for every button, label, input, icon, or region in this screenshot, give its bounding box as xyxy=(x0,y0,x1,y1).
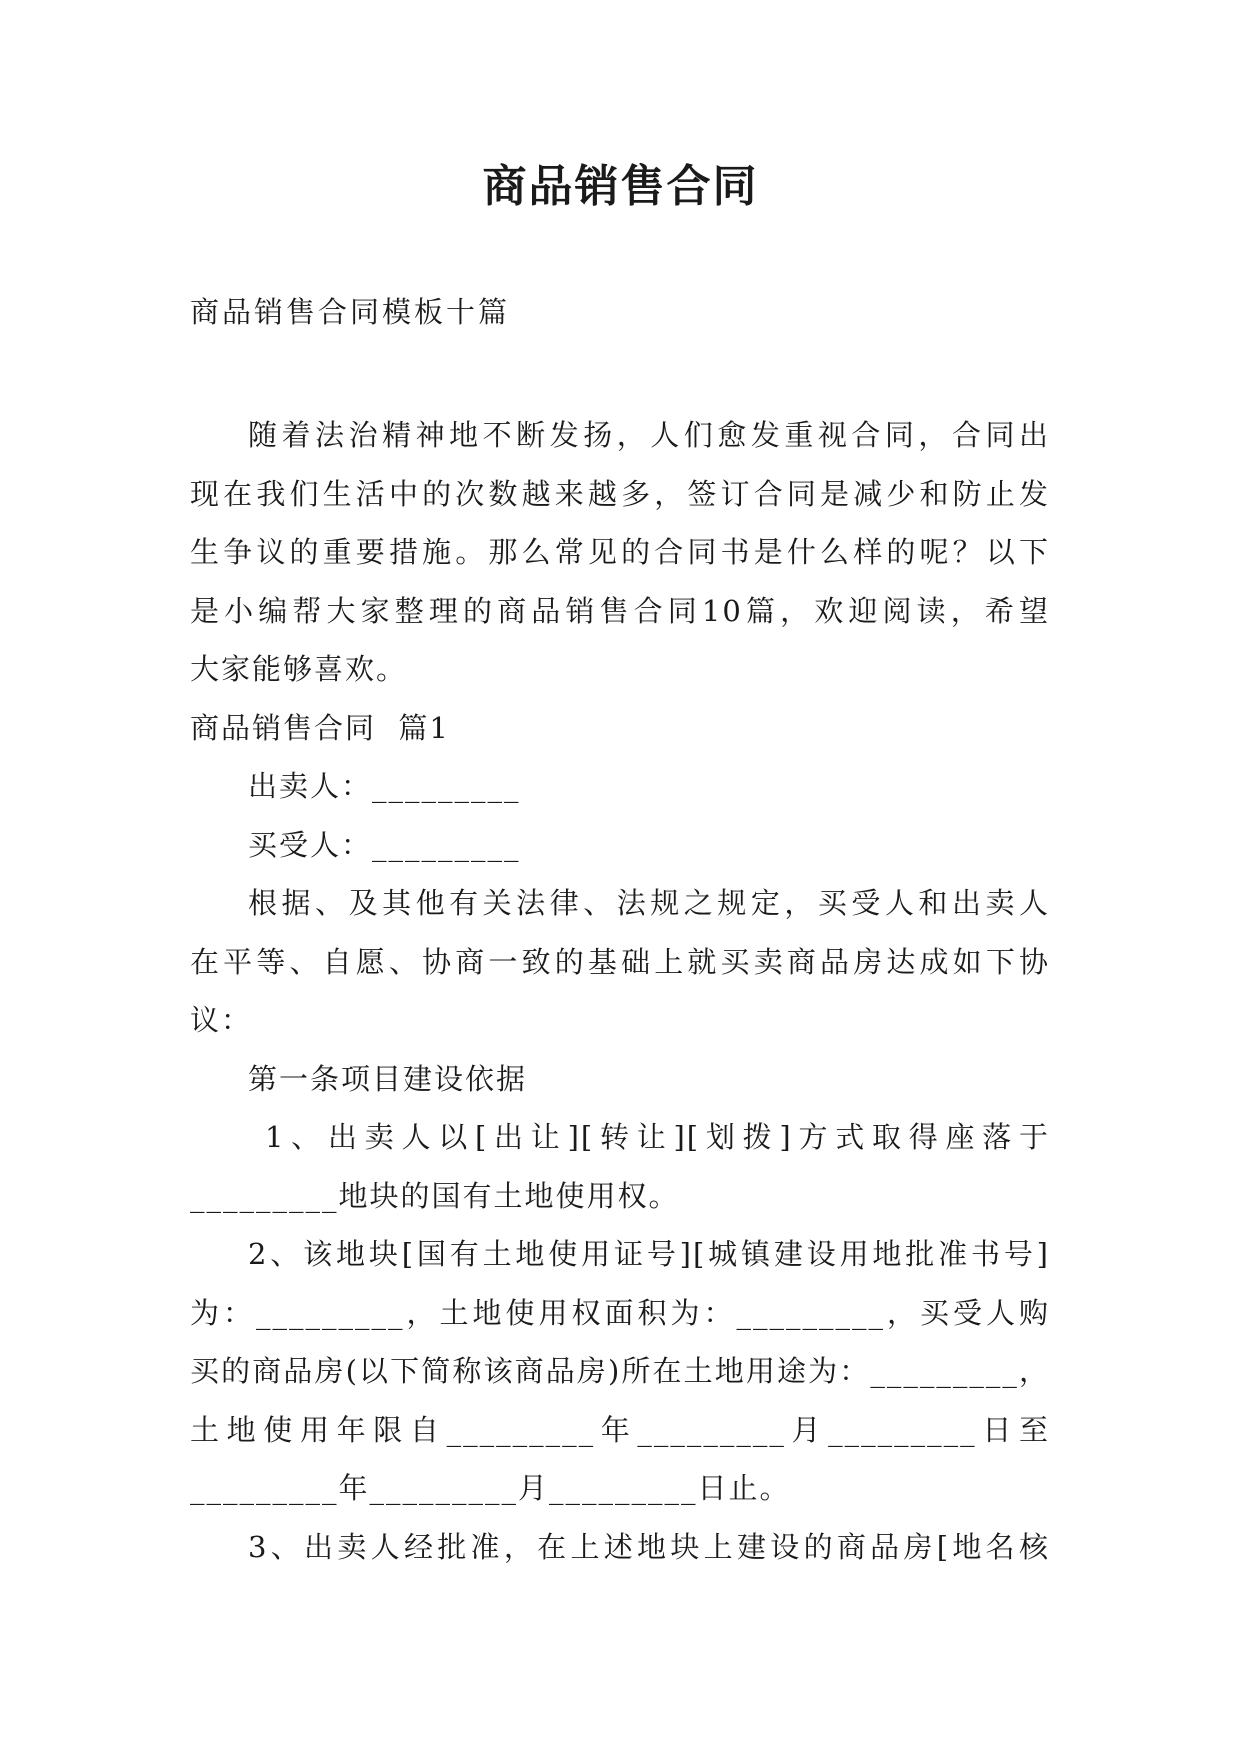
clause-2-line: 2、该地块[国有土地使用证号][城镇建设用地批准书号] xyxy=(248,1237,1050,1271)
intro-line: 大家能够喜欢。 xyxy=(190,652,408,686)
intro-line: 生争议的重要措施。那么常见的合同书是什么样的呢？以下 xyxy=(190,535,1050,569)
article-heading: 第一条项目建设依据 xyxy=(248,1061,528,1096)
clause-1-line: 1、出卖人以[出让][转让][划拨]方式取得座落于 xyxy=(248,1120,1050,1154)
basis-line: 议： xyxy=(190,1003,253,1037)
intro-line: 现在我们生活中的次数越来越多，签订合同是减少和防止发 xyxy=(190,476,1050,511)
section-heading: 商品销售合同 篇1 xyxy=(190,710,450,745)
basis-line: 根据、及其他有关法律、法规之规定，买受人和出卖人 xyxy=(248,886,1050,920)
basis-line: 在平等、自愿、协商一致的基础上就买卖商品房达成如下协 xyxy=(190,944,1050,979)
clause-2-line: _________年_________月_________日止。 xyxy=(190,1471,791,1505)
clause-2-line: 为：_________，土地使用权面积为：_________，买受人购 xyxy=(190,1295,1050,1330)
clause-2-line: 买的商品房(以下简称该商品房)所在土地用途为：_________， xyxy=(190,1354,1050,1388)
document-body xyxy=(190,406,1050,1576)
clause-2-line: 土地使用年限自_________年_________月_________日至 xyxy=(190,1412,1050,1447)
intro-line: 是小编帮大家整理的商品销售合同10篇，欢迎阅读，希望 xyxy=(190,593,1050,628)
seller-line: 出卖人：_________ xyxy=(248,769,521,803)
intro-line: 随着法治精神地不断发扬，人们愈发重视合同，合同出 xyxy=(248,418,1050,452)
document-subtitle: 商品销售合同模板十篇 xyxy=(190,295,511,329)
document-title: 商品销售合同 xyxy=(482,161,759,212)
clause-3-line: 3、出卖人经批准，在上述地块上建设的商品房[地名核 xyxy=(248,1529,1050,1564)
buyer-line: 买受人：_________ xyxy=(248,827,521,862)
clause-1-line: _________地块的国有土地使用权。 xyxy=(190,1178,680,1213)
